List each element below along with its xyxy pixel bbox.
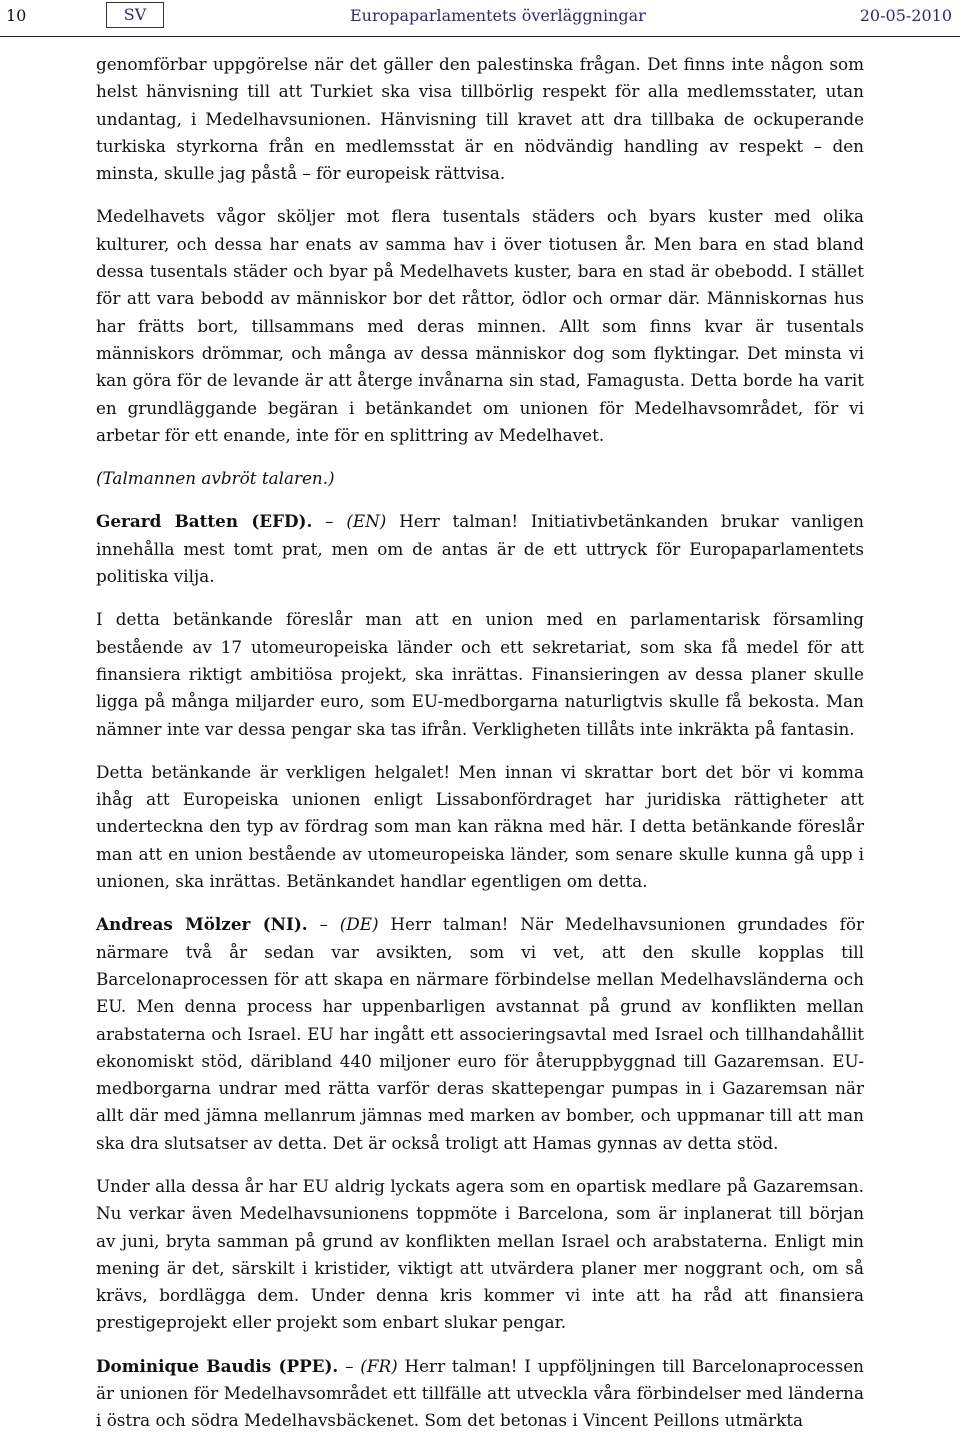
dash: –: [312, 511, 347, 532]
speech-opening: [96, 1353, 864, 1435]
page-number: 10: [6, 6, 27, 25]
speech-text: Herr talman! När Medelhavsunionen grundades för närmare två år sedan var avsikten, som vi vet, att den skulle kopplas till Barcelonaprocessen för att skapa en närmare förbindelse mellan Medelhavsländerna och EU. Men denna process har uppenbarligen avstannat på grund av konflikten mellan arabstaterna och Israel. EU har ingått ett associeringsavtal med Israel och tillhandahållit ekonomiskt stöd, däribland 440 miljoner euro för återuppbyggnad till Gazaremsan. EU-medborgarna undrar med rätta varför deras skattepengar pumpas in i Gazaremsan när allt där med jämna mellanrum jämnas med marken av bomber, och uppmanar till att man ska dra slutsatser av detta. Det är också troligt att Hamas gynnas av detta stöd.: [96, 914, 864, 1153]
document-body: [96, 51, 864, 1435]
paragraph: Under alla dessa år har EU aldrig lyckats agera som en opartisk medlare på Gazaremsan. Nu verkar även Medelhavsunionens toppmöte i Barcelona, som är inplanerat till början av juni, bryta samman på grund av konflikten mellan Israel och arabstaterna. Enligt min mening är det, särskilt i kristider, viktigt att utvärdera planer mer noggrant och, om så krävs, bordlägga dem. Under denna kris kommer vi inte att ha råd att finansiera prestigeprojekt eller projekt som enbart slukar pengar.: [96, 1175, 864, 1333]
dash: –: [307, 914, 340, 935]
page-header: [0, 0, 960, 37]
publication-date: 20-05-2010: [859, 6, 952, 25]
publication-title: Europaparlamentets överläggningar: [350, 6, 646, 25]
speech-text: Herr talman! I uppföljningen till Barcelonaprocessen är unionen för Medelhavsområdet ett tillfälle att utveckla våra förbindelser med länderna i östra och södra Medelhavsbäckenet. Som det betonas i Vincent Peillons utmärkta: [96, 1355, 864, 1431]
speech-opening: [96, 508, 864, 590]
language-tag: (FR): [360, 1355, 398, 1376]
paragraph: genomförbar uppgörelse när det gäller den palestinska frågan. Det finns inte någon som helst hänvisning till att Turkiet ska visa tillbörlig respekt för alla medlemsstater, utan undantag, i Medelhavsunionen. Hänvisning till kravet att dra tillbaka de ockuperande turkiska styrkorna från en medlemsstat är en nödvändig handling av respekt – den minsta, skulle jag påstå – för europeisk rättvisa.: [96, 54, 864, 184]
paragraph: I detta betänkande föreslår man att en union med en parlamentarisk församling bestående av 17 utomeuropeiska länder och ett sekretariat, som ska få medel för att finansiera riktigt ambitiösa projekt, ska inrättas. Finansieringen av dessa planer skulle ligga på många miljarder euro, som EU-medborgarna naturligtvis skulle få bekosta. Man nämner inte var dessa pengar ska tas ifrån. Verkligheten tillåts inte inkräkta på fantasin.: [96, 609, 864, 739]
speech-opening: [96, 911, 864, 1157]
stage-direction: (Talmannen avbröt talaren.): [96, 468, 335, 489]
speaker-name: Gerard Batten (EFD).: [96, 511, 313, 532]
language-tag: (DE): [339, 914, 379, 935]
language-badge: SV: [106, 2, 164, 28]
paragraph: Medelhavets vågor sköljer mot flera tusentals städers och byars kuster med olika kulturer, och dessa har enats av samma hav i över tiotusen år. Men bara en stad bland dessa tusentals städer och byar på Medelhavets kuster, bara en stad är obebodd. I stället för att vara bebodd av människor bor det råttor, ödlor och ormar där. Människornas hus har frätts bort, tillsammans med deras minnen. Allt som finns kvar är tusentals människors drömmar, och många av dessa människor dog som flyktingar. Det minsta vi kan göra för de levande är att återge invånarna sin stad, Famagusta. Detta borde ha varit en grundläggande begäran i betänkandet om unionen för Medelhavsområdet, för vi arbetar för ett enande, inte för en splittring av Medelhavet.: [96, 206, 864, 445]
language-tag: (EN): [346, 511, 387, 532]
speaker-name: Dominique Baudis (PPE).: [96, 1355, 339, 1376]
speech-text: Herr talman! Initiativbetänkanden brukar vanligen innehålla mest tomt prat, men om de antas är de ett uttryck för Europaparlamentets politiska vilja.: [96, 511, 864, 587]
paragraph: Detta betänkande är verkligen helgalet! Men innan vi skrattar bort det bör vi komma ihåg att Europeiska unionen enligt Lissabonfördraget har juridiska rättigheter att underteckna den typ av fördrag som man kan räkna med här. I detta betänkande föreslår man att en union bestående av utomeuropeiska länder, som senare skulle kunna gå upp i unionen, ska inrättas. Betänkandet handlar egentligen om detta.: [96, 761, 864, 892]
speaker-name: Andreas Mölzer (NI).: [96, 914, 308, 935]
dash: –: [338, 1355, 361, 1376]
